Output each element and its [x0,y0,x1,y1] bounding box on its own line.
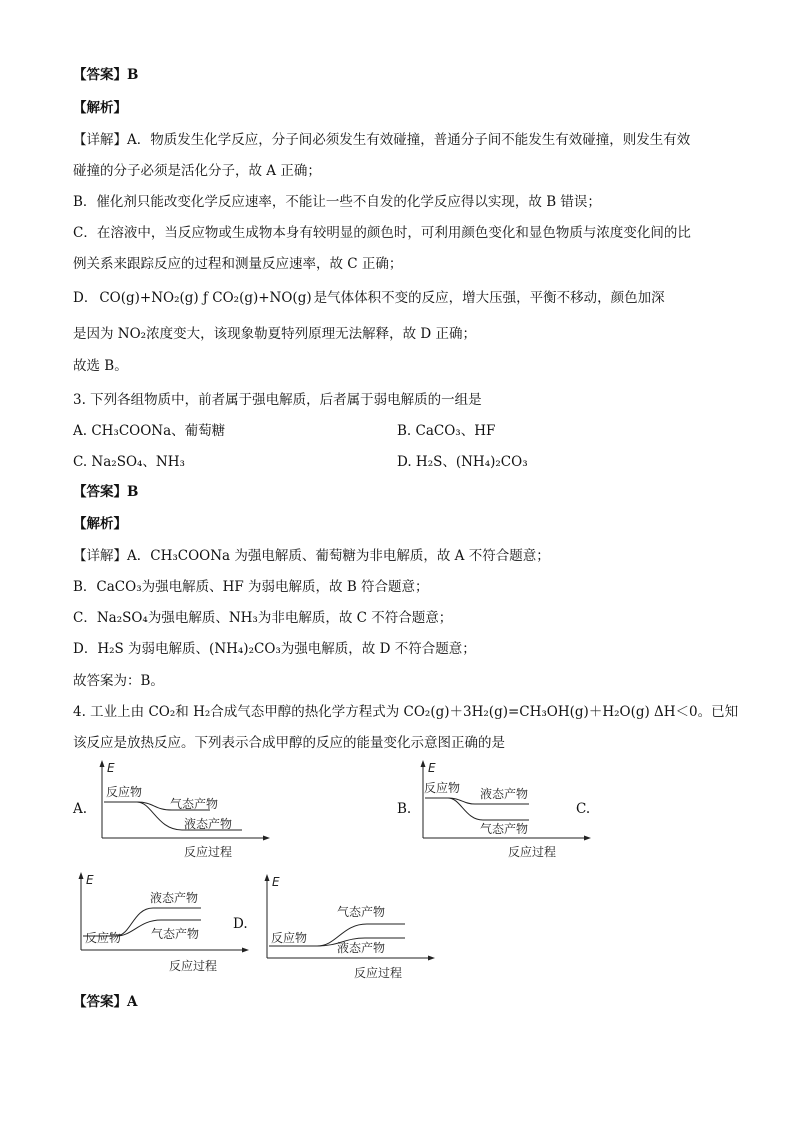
y-axis-label: E [272,875,280,889]
q3-answer: 【答案】B [73,484,139,500]
diagram-a [92,760,272,860]
y-axis-arrow-icon [79,872,84,879]
x-axis-label: 反应过程 [169,959,218,973]
y-axis-arrow-icon [100,760,105,767]
gas-product-label: 气态产物 [480,822,529,836]
y-axis-label: E [428,761,436,775]
q4-label-a: A. [73,801,88,817]
y-axis-label: E [107,761,115,775]
diagram-d [257,874,437,982]
diagram-c [71,872,251,976]
liquid-product-label: 液态产物 [480,787,529,801]
q3-detail-b: B．CaCO₃为强电解质、HF 为弱电解质，故 B 符合题意； [73,579,429,595]
q2-detail-d-line2: 是因为 NO₂浓度变大，该现象勒夏特列原理无法解释，故 D 正确； [73,326,476,342]
q2-detail-c-line1: C．在溶液中，当反应物或生成物本身有较明显的颜色时，可利用颜色变化和显色物质与浓度变化间的比 [73,225,691,241]
q3-analysis-heading: 【解析】 [73,516,127,532]
x-axis-label: 反应过程 [508,845,557,859]
q2-detail-a-line2: 碰撞的分子必须是活化分子，故 A 正确； [73,163,321,179]
q3-option-a: A. CH₃COONa、葡萄糖 [73,423,226,439]
q2-detail-a-line1: 【详解】A．物质发生化学反应，分子间必须发生有效碰撞，普通分子间不能发生有效碰撞，则发生有效 [73,132,691,148]
x-axis-arrow-icon [428,956,435,961]
reactant-label: 反应物 [271,931,308,945]
x-axis-label: 反应过程 [184,845,233,859]
q3-conclusion: 故答案为：B。 [73,673,164,689]
y-axis-arrow-icon [265,874,270,881]
y-axis-arrow-icon [421,760,426,767]
q2-d-suffix: 是气体体积不变的反应，增大压强，平衡不移动，颜色加深 [313,290,665,306]
q2-analysis-heading: 【解析】 [73,100,127,116]
y-axis-label: E [86,873,94,887]
q4-label-d: D. [233,916,248,932]
q3-option-b: B. CaCO₃、HF [397,423,496,439]
q4-stem-line2: 该反应是放热反应。下列表示合成甲醇的反应的能量变化示意图正确的是 [73,735,505,751]
q2-detail-c-line2: 例关系来跟踪反应的过程和测量反应速率，故 C 正确； [73,256,403,272]
q3-detail-a: 【详解】A．CH₃COONa 为强电解质、葡萄糖为非电解质，故 A 不符合题意； [73,548,550,564]
q3-option-c: C. Na₂SO₄、NH₃ [73,454,185,470]
q2-conclusion: 故选 B。 [73,358,128,374]
q4-label-b: B. [397,801,412,817]
q4-stem-line1: 4. 工业上由 CO₂和 H₂合成气态甲醇的热化学方程式为 CO₂(g)＋3H₂(g)=CH₃OH(g)＋H₂O(g) ΔH＜0。已知 [73,704,739,720]
q4-label-c: C. [576,801,591,817]
q3-detail-d: D．H₂S 为弱电解质、(NH₄)₂CO₃为强电解质，故 D 不符合题意； [73,641,476,657]
gas-product-label: 气态产物 [337,905,386,919]
gas-product-label: 气态产物 [170,797,219,811]
reactant-label: 反应物 [424,781,461,795]
q3-stem: 3. 下列各组物质中，前者属于强电解质，后者属于弱电解质的一组是 [73,392,482,408]
q2-d-equation: CO(g)+NO₂(g) ƒ CO₂(g)+NO(g) [99,290,312,306]
diagram-b [413,760,593,862]
liquid-product-label: 液态产物 [150,891,199,905]
x-axis-arrow-icon [263,836,270,841]
liquid-product-label: 液态产物 [337,941,386,955]
x-axis-arrow-icon [584,836,591,841]
gas-product-curve [448,798,529,820]
reactant-label: 反应物 [106,785,143,799]
x-axis-label: 反应过程 [354,966,403,980]
liquid-product-label: 液态产物 [184,817,233,831]
q4-answer: 【答案】A [73,994,138,1010]
q3-option-d: D. H₂S、(NH₄)₂CO₃ [397,454,528,470]
gas-product-label: 气态产物 [151,927,200,941]
q2-answer: 【答案】B [73,67,139,83]
reactant-label: 反应物 [85,931,122,945]
q2-detail-b: B．催化剂只能改变化学反应速率，不能让一些不自发的化学反应得以实现，故 B 错误； [73,194,601,210]
q3-detail-c: C．Na₂SO₄为强电解质、NH₃为非电解质，故 C 不符合题意； [73,610,453,626]
x-axis-arrow-icon [242,948,249,953]
q2-detail-d-line1 [73,288,665,308]
q2-d-prefix: D． [73,290,98,306]
